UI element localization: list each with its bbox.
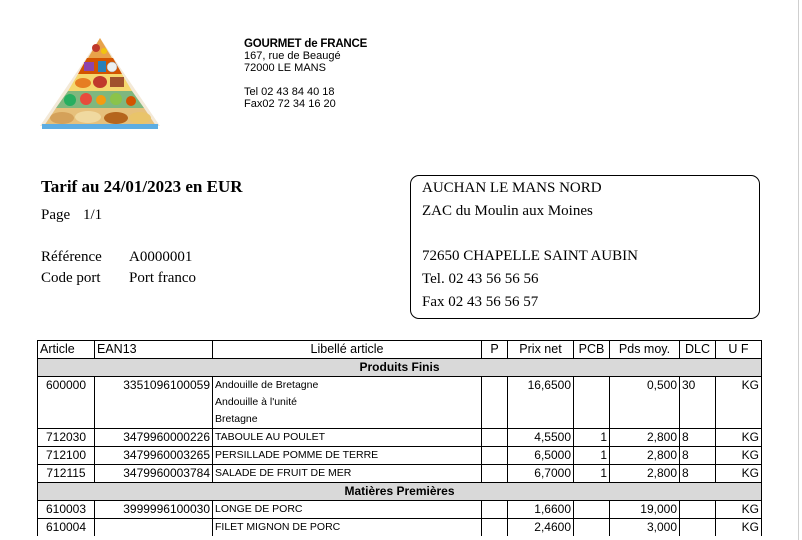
cell-pcb: 1 — [574, 429, 610, 447]
cell-pcb — [574, 377, 610, 395]
cell-ean: 3999996100030 — [95, 501, 213, 519]
cell-ean: 3351096100059 — [95, 377, 213, 395]
cell-libelle: LONGE DE PORC — [213, 501, 482, 519]
cell-dlc — [680, 501, 716, 519]
cell-pcb: 1 — [574, 447, 610, 465]
cell-prix: 6,7000 — [508, 465, 574, 483]
table-header-row — [38, 341, 762, 359]
food-pyramid-logo — [38, 36, 162, 136]
cell-prix: 2,4600 — [508, 519, 574, 537]
section-title: Matières Premières — [38, 483, 762, 501]
scrollbar-edge[interactable] — [798, 0, 799, 540]
customer-address-box — [410, 175, 760, 319]
cell-libelle-extra: Bretagne — [213, 411, 482, 429]
cell-uf: KG — [716, 519, 762, 537]
cell-pcb: 1 — [574, 465, 610, 483]
cell-p — [482, 519, 508, 537]
cell-ean: 3479960003265 — [95, 447, 213, 465]
col-header-pcb: PCB — [574, 341, 610, 359]
cell-pds: 2,800 — [610, 465, 680, 483]
cell-libelle: TABOULE AU POULET — [213, 429, 482, 447]
cell-pds: 2,800 — [610, 429, 680, 447]
cell-pds: 19,000 — [610, 501, 680, 519]
col-header-ean13: EAN13 — [95, 341, 213, 359]
customer-street: ZAC du Moulin aux Moines — [422, 203, 593, 219]
cell-uf: KG — [716, 429, 762, 447]
table-row — [38, 429, 762, 447]
cell-uf: KG — [716, 465, 762, 483]
reference-label: Référence — [41, 249, 102, 265]
table-row — [38, 501, 762, 519]
reference-value: A0000001 — [129, 249, 193, 265]
cell-pcb — [574, 501, 610, 519]
page-label: Page — [41, 207, 71, 223]
cell-p — [482, 465, 508, 483]
cell-uf: KG — [716, 447, 762, 465]
port-value: Port franco — [129, 270, 197, 286]
price-table — [37, 340, 762, 536]
cell-pcb — [574, 519, 610, 537]
cell-prix: 1,6600 — [508, 501, 574, 519]
tarif-title: Tarif au 24/01/2023 en EUR — [41, 177, 243, 196]
table-row — [38, 465, 762, 483]
cell-uf: KG — [716, 377, 762, 395]
company-fax: Fax02 72 34 16 20 — [244, 98, 336, 110]
cell-libelle: SALADE DE FRUIT DE MER — [213, 465, 482, 483]
cell-libelle: Andouille de Bretagne — [213, 377, 482, 395]
col-header-uf: U F — [716, 341, 762, 359]
table-row-extra — [38, 411, 762, 429]
cell-article: 600000 — [38, 377, 95, 395]
col-header-article: Article — [38, 341, 95, 359]
table-row — [38, 519, 762, 537]
cell-dlc — [680, 519, 716, 537]
cell-p — [482, 501, 508, 519]
cell-prix: 4,5500 — [508, 429, 574, 447]
cell-prix: 6,5000 — [508, 447, 574, 465]
customer-fax: Fax 02 43 56 56 57 — [422, 294, 539, 310]
cell-p — [482, 429, 508, 447]
col-header-libelle: Libellé article — [213, 341, 482, 359]
company-street: 167, rue de Beaugé — [244, 50, 341, 62]
cell-libelle-extra: Andouille à l'unité — [213, 394, 482, 411]
port-label: Code port — [41, 270, 101, 286]
cell-prix: 16,6500 — [508, 377, 574, 395]
cell-pds: 2,800 — [610, 447, 680, 465]
cell-p — [482, 377, 508, 395]
col-header-p: P — [482, 341, 508, 359]
cell-article: 610004 — [38, 519, 95, 537]
page-value: 1/1 — [83, 207, 103, 223]
company-city: 72000 LE MANS — [244, 62, 326, 74]
col-header-dlc: DLC — [680, 341, 716, 359]
company-tel: Tel 02 43 84 40 18 — [244, 86, 335, 98]
section-row — [38, 359, 762, 377]
company-name: GOURMET de FRANCE — [244, 38, 368, 50]
cell-dlc: 8 — [680, 429, 716, 447]
cell-dlc: 8 — [680, 465, 716, 483]
cell-p — [482, 447, 508, 465]
cell-uf: KG — [716, 501, 762, 519]
cell-article: 712030 — [38, 429, 95, 447]
company-block — [244, 38, 367, 110]
cell-dlc: 30 — [680, 377, 716, 395]
customer-tel: Tel. 02 43 56 56 56 — [422, 271, 539, 287]
cell-article: 712115 — [38, 465, 95, 483]
cell-article: 712100 — [38, 447, 95, 465]
customer-city: 72650 CHAPELLE SAINT AUBIN — [422, 248, 638, 264]
table-row — [38, 377, 762, 395]
table-row-extra — [38, 394, 762, 411]
col-header-pds-moy: Pds moy. — [610, 341, 680, 359]
table-row — [38, 447, 762, 465]
customer-name: AUCHAN LE MANS NORD — [422, 180, 602, 196]
cell-libelle: FILET MIGNON DE PORC — [213, 519, 482, 537]
section-title: Produits Finis — [38, 359, 762, 377]
cell-dlc: 8 — [680, 447, 716, 465]
col-header-prix-net: Prix net — [508, 341, 574, 359]
cell-article: 610003 — [38, 501, 95, 519]
cell-pds: 0,500 — [610, 377, 680, 395]
cell-libelle: PERSILLADE POMME DE TERRE — [213, 447, 482, 465]
cell-ean — [95, 519, 213, 537]
cell-ean: 3479960000226 — [95, 429, 213, 447]
section-row — [38, 483, 762, 501]
cell-pds: 3,000 — [610, 519, 680, 537]
cell-ean: 3479960003784 — [95, 465, 213, 483]
